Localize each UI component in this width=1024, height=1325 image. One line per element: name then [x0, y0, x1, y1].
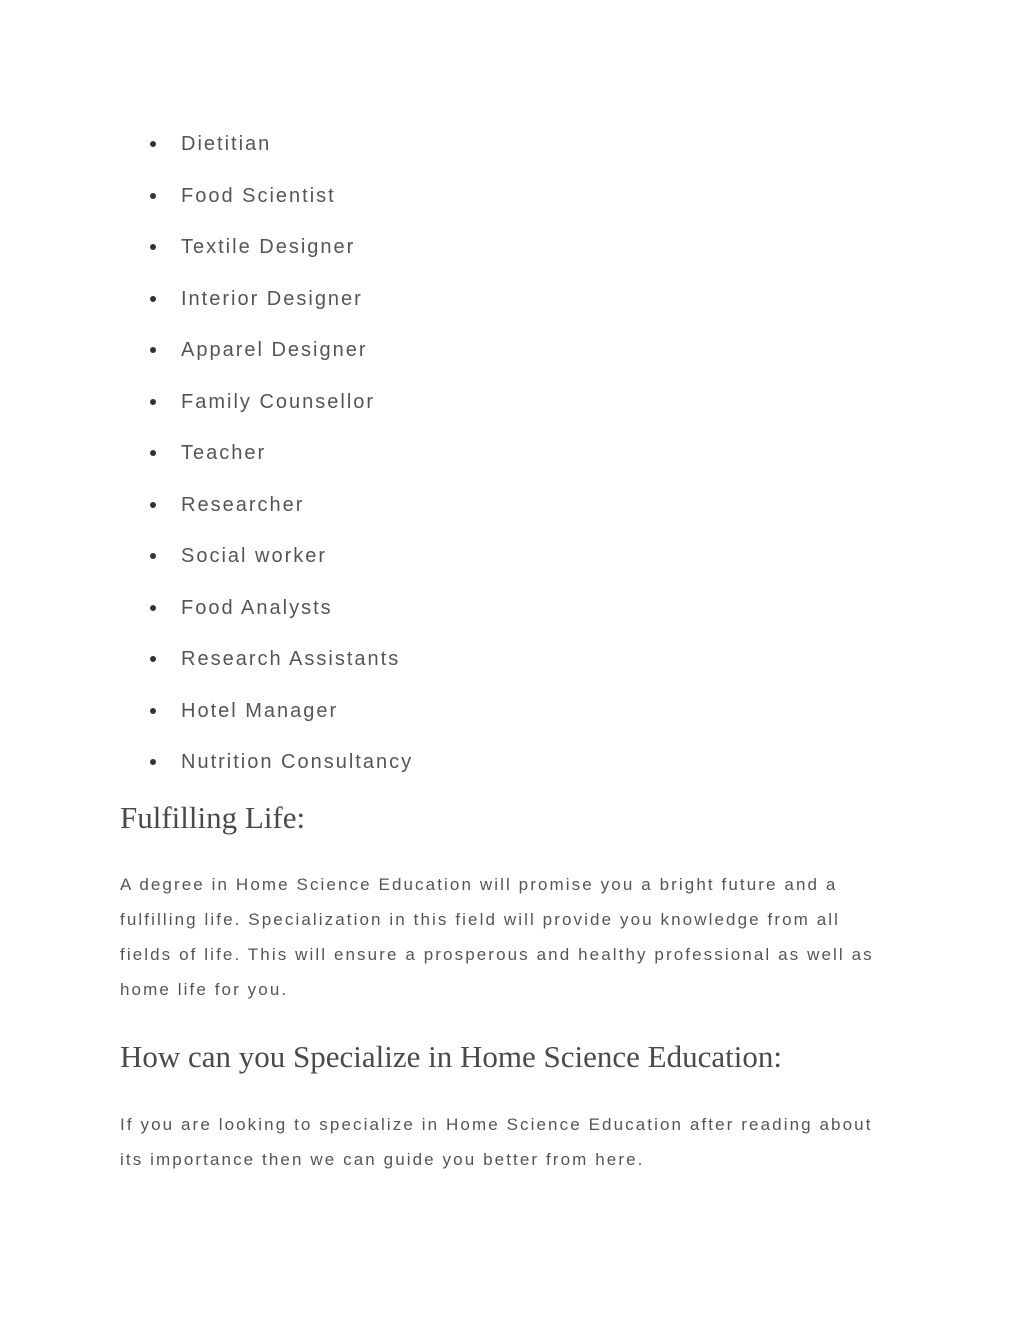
- section-heading-fulfilling-life: Fulfilling Life:: [120, 800, 306, 835]
- list-item: [150, 750, 850, 802]
- list-item-label: Research Assistants: [181, 648, 401, 670]
- list-item-label: Nutrition Consultancy: [181, 751, 414, 773]
- list-item-label: Food Analysts: [181, 596, 333, 619]
- paragraph-fulfilling-life: A degree in Home Science Education will promise you a bright future and a fulfilling life. Specialization in this field will provide you knowledge from all fields of life. This will ensure a prosperous and healthy professional as well as home life for you.: [120, 875, 874, 999]
- career-list: [150, 132, 850, 802]
- bullet-icon: [150, 553, 156, 559]
- bullet-icon: [150, 193, 156, 199]
- list-item-label: Textile Designer: [181, 236, 356, 258]
- bullet-icon: [150, 708, 156, 714]
- bullet-icon: [150, 759, 156, 765]
- list-item: [150, 544, 850, 596]
- list-item: [150, 338, 850, 390]
- list-item: [150, 132, 850, 184]
- bullet-icon: [150, 656, 156, 662]
- list-item: [150, 493, 850, 545]
- list-item: [150, 441, 850, 493]
- list-item-label: Researcher: [181, 493, 305, 516]
- bullet-icon: [150, 502, 156, 508]
- bullet-icon: [150, 296, 156, 302]
- section-heading-specialize: How can you Specialize in Home Science Education:: [120, 1039, 782, 1074]
- bullet-icon: [150, 141, 156, 147]
- paragraph-specialize: If you are looking to specialize in Home Science Education after reading about its importance then we can guide you better from here.: [120, 1115, 873, 1169]
- bullet-icon: [150, 347, 156, 353]
- list-item-label: Dietitian: [181, 133, 272, 155]
- list-item: [150, 287, 850, 339]
- list-item: [150, 184, 850, 236]
- list-item-label: Social worker: [181, 545, 328, 567]
- list-item: [150, 699, 850, 751]
- list-item-label: Apparel Designer: [181, 339, 368, 361]
- list-item: [150, 390, 850, 442]
- list-item-label: Teacher: [181, 442, 267, 464]
- bullet-icon: [150, 399, 156, 405]
- list-item: [150, 647, 850, 699]
- bullet-icon: [150, 244, 156, 250]
- bullet-icon: [150, 450, 156, 456]
- list-item: [150, 596, 850, 648]
- list-item-label: Food Scientist: [181, 184, 336, 207]
- list-item-label: Interior Designer: [181, 287, 363, 310]
- list-item-label: Hotel Manager: [181, 699, 339, 722]
- list-item-label: Family Counsellor: [181, 390, 376, 413]
- bullet-icon: [150, 605, 156, 611]
- list-item: [150, 235, 850, 287]
